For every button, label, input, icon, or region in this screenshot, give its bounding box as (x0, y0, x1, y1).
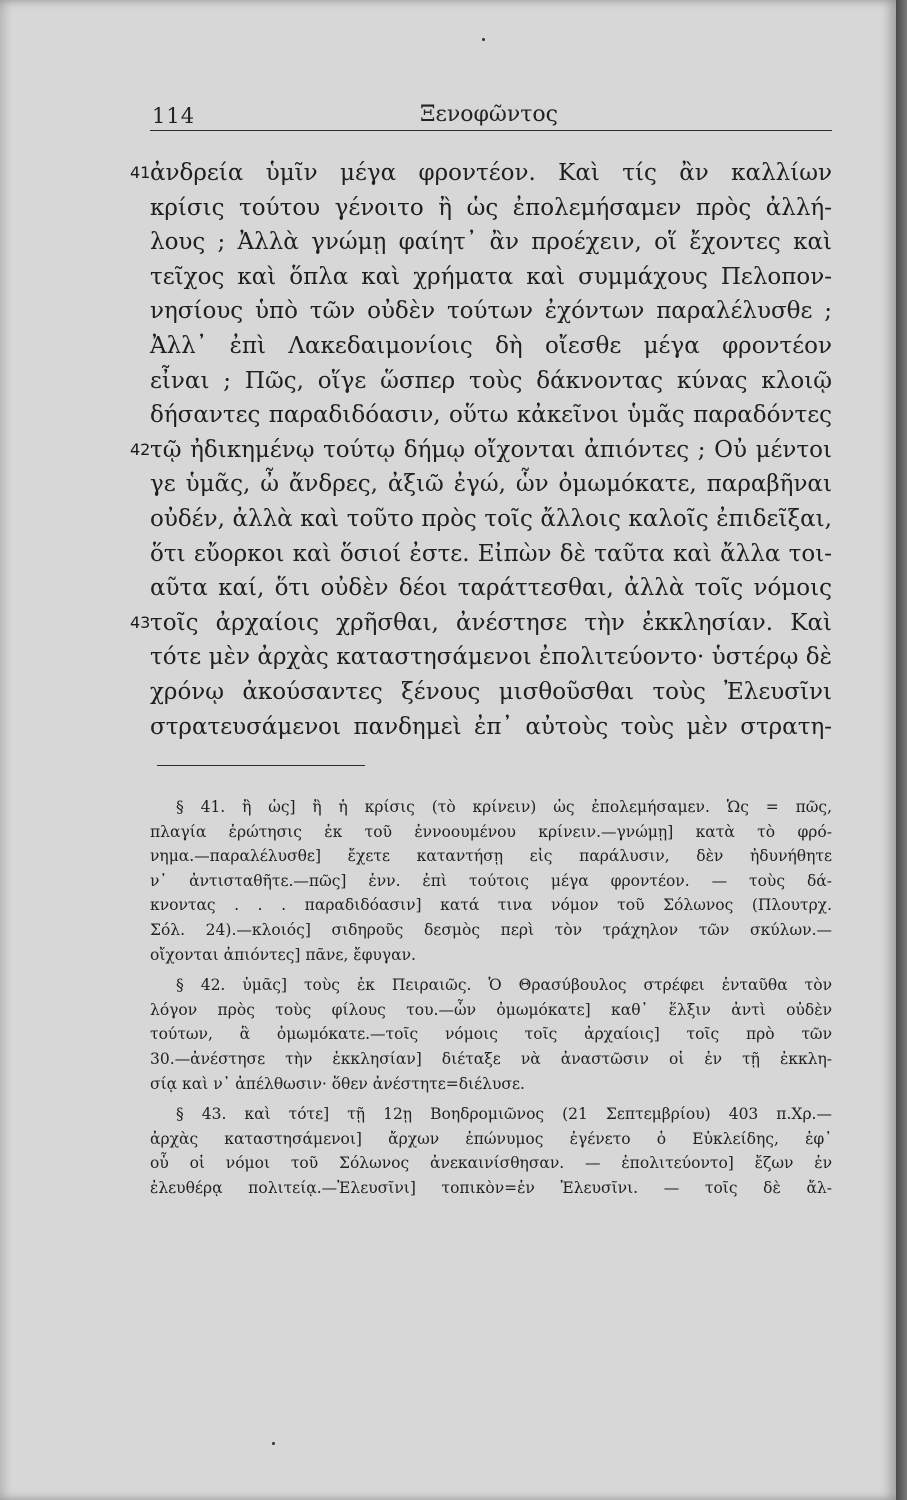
line-text: τοῖς ἀρχαίοις χρῆσθαι, ἀνέστησε τὴν ἐκκλησίαν. Καὶ (150, 609, 832, 636)
line-text: οὐδέν, ἀλλὰ καὶ τοῦτο πρὸς τοῖς ἄλλοις καλοῖς ἐπιδεῖξαι, (150, 505, 832, 532)
section-number: 42 (130, 439, 151, 459)
text-line (130, 433, 832, 468)
line-text: στρατευσάμενοι πανδημεὶ ἐπ᾽ αὐτοὺς τοὺς μὲν στρατη- (150, 713, 832, 740)
note-line: οἴχονται ἀπιόντες] πᾶνε, ἔφυγαν. (150, 945, 416, 964)
text-line (150, 502, 832, 537)
line-text: ὅτι εὔορκοι καὶ ὅσιοί ἐστε. Εἰπὼν δὲ ταῦτα καὶ ἄλλα τοι- (150, 540, 832, 567)
line-text: τεῖχος καὶ ὅπλα καὶ χρήματα καὶ συμμάχους Πελοπον- (150, 263, 832, 290)
main-text (130, 156, 832, 744)
note-line: ἐλευθέρᾳ πολιτείᾳ.—Ἐλευσῖνι] τοπικὸν=ἐν Ἐλευσῖνι. — τοῖς δὲ ἄλ- (150, 1178, 832, 1197)
text-line (130, 156, 832, 191)
text-line (150, 710, 832, 745)
text-line (150, 675, 832, 710)
line-text: δήσαντες παραδιδόασιν, οὕτω κἀκεῖνοι ὑμᾶς παραδόντες (150, 402, 832, 429)
line-text: ἀνδρεία ὑμῖν μέγα φροντέον. Καὶ τίς ἂν καλλίων (150, 160, 832, 186)
text-line (150, 260, 832, 295)
section-number: 41 (130, 163, 151, 182)
line-text: τότε μὲν ἀρχὰς καταστησάμενοι ἐπολιτεύοντο· ὑστέρῳ δὲ (150, 644, 832, 671)
line-text: κρίσις τούτου γένοιτο ἢ ὡς ἐπολεμήσαμεν πρὸς ἀλλή- (150, 194, 832, 221)
note-line: § 43. καὶ τότε] τῇ 12ῃ Βοηδρομιῶνος (21 Σεπτεμβρίου) 403 π.Χρ.— (176, 1105, 832, 1124)
text-line (150, 640, 832, 675)
line-text: λους ; Ἀλλὰ γνώμῃ φαίητ᾽ ἂν προέχειν, οἵ ἔχοντες καὶ (150, 229, 832, 256)
note-line: § 41. ἢ ὡς] ἢ ἡ κρίσις (τὸ κρίνειν) ὡς ἐπολεμήσαμεν. Ὡς = πῶς, (176, 798, 832, 816)
line-text: χρόνῳ ἀκούσαντες ξένους μισθοῦσθαι τοὺς Ἐλευσῖνι (150, 678, 832, 705)
ink-speck (272, 1442, 275, 1445)
line-text: τῷ ἠδικημένῳ τούτῳ δήμῳ οἴχονται ἀπιόντες ; Οὐ μέντοι (150, 436, 832, 463)
text-line (150, 191, 832, 226)
note-line: οὗ οἱ νόμοι τοῦ Σόλωνος ἀνεκαινίσθησαν. — ἐπολιτεύοντο] ἔζων ἐν (150, 1154, 832, 1173)
text-line (150, 467, 832, 502)
text-line (130, 606, 832, 641)
note-line: πλαγία ἐρώτησις ἐκ τοῦ ἐννοουμένου κρίνειν.—γνώμῃ] κατὰ τὸ φρό- (150, 822, 832, 841)
text-line (150, 294, 832, 329)
note-line: Σόλ. 24).—κλοιός] σιδηροῦς δεσμὸς περὶ τὸν τράχηλον τῶν σκύλων.— (150, 920, 832, 939)
note-line: νημα.—παραλέλυσθε] ἔχετε καταντήσῃ εἰς παράλυσιν, δὲν ἠδυνήθητε (150, 847, 832, 866)
text-line (150, 537, 832, 572)
note-line: 30.—ἀνέστησε τὴν ἐκκλησίαν] διέταξε νὰ ἀναστῶσιν οἱ ἐν τῇ ἐκκλη- (150, 1049, 832, 1068)
page-number: 114 (152, 104, 196, 128)
footnote-41 (150, 795, 832, 967)
footnote-divider (157, 765, 365, 766)
note-line: ν᾽ ἀντισταθῆτε.—πῶς] ἐνν. ἐπὶ τούτοις μέγα φροντέον. — τοὺς δά- (150, 871, 832, 890)
text-line (150, 329, 832, 364)
ink-speck (482, 38, 485, 41)
text-line (150, 398, 832, 433)
section-number: 43 (130, 612, 151, 632)
note-line: κνοντας . . . παραδιδόασιν] κατά τινα νόμον τοῦ Σόλωνος (Πλουτρχ. (150, 896, 832, 915)
note-line: § 42. ὑμᾶς] τοὺς ἐκ Πειραιῶς. Ὁ Θρασύβουλος στρέφει ἐνταῦθα τὸν (176, 976, 832, 995)
footnote-43 (150, 1102, 832, 1200)
note-line: ἀρχὰς καταστησάμενοι] ἄρχων ἐπώνυμος ἐγένετο ὁ Εὐκλείδης, ἐφ᾽ (150, 1129, 832, 1148)
footnote-42 (150, 973, 832, 1096)
note-line: λόγον πρὸς τοὺς φίλους του.—ὧν ὀμωμόκατε] καθ᾽ ἕλξιν ἀντὶ οὐδὲν (150, 1000, 832, 1019)
line-text: νησίους ὑπὸ τῶν οὐδὲν τούτων ἐχόντων παραλέλυσθε ; (150, 298, 832, 325)
text-line (150, 225, 832, 260)
footnotes (150, 795, 832, 1207)
line-text: Ἀλλ᾽ ἐπὶ Λακεδαιμονίοις δὴ οἴεσθε μέγα φροντέον (150, 332, 832, 359)
page-edge-shadow (896, 0, 907, 1500)
running-head: Ξενοφῶντος (420, 102, 558, 127)
line-text: γε ὑμᾶς, ὦ ἄνδρες, ἀξιῶ ἐγώ, ὧν ὀμωμόκατε, παραβῆναι (150, 471, 832, 498)
text-line (150, 571, 832, 606)
page-header (150, 96, 832, 131)
text-line (150, 364, 832, 399)
note-line: τούτων, ἃ ὀμωμόκατε.—τοῖς νόμοις τοῖς ἀρχαίοις] τοῖς πρὸ τῶν (150, 1025, 832, 1044)
note-line: σίᾳ καὶ ν᾽ ἀπέλθωσιν· ὅθεν ἀνέστητε=διέλυσε. (150, 1074, 525, 1093)
line-text: αῦτα καί, ὅτι οὐδὲν δέοι ταράττεσθαι, ἀλλὰ τοῖς νόμοις (150, 575, 832, 602)
line-text: εἶναι ; Πῶς, οἵγε ὥσπερ τοὺς δάκνοντας κύνας κλοιῷ (150, 367, 832, 394)
